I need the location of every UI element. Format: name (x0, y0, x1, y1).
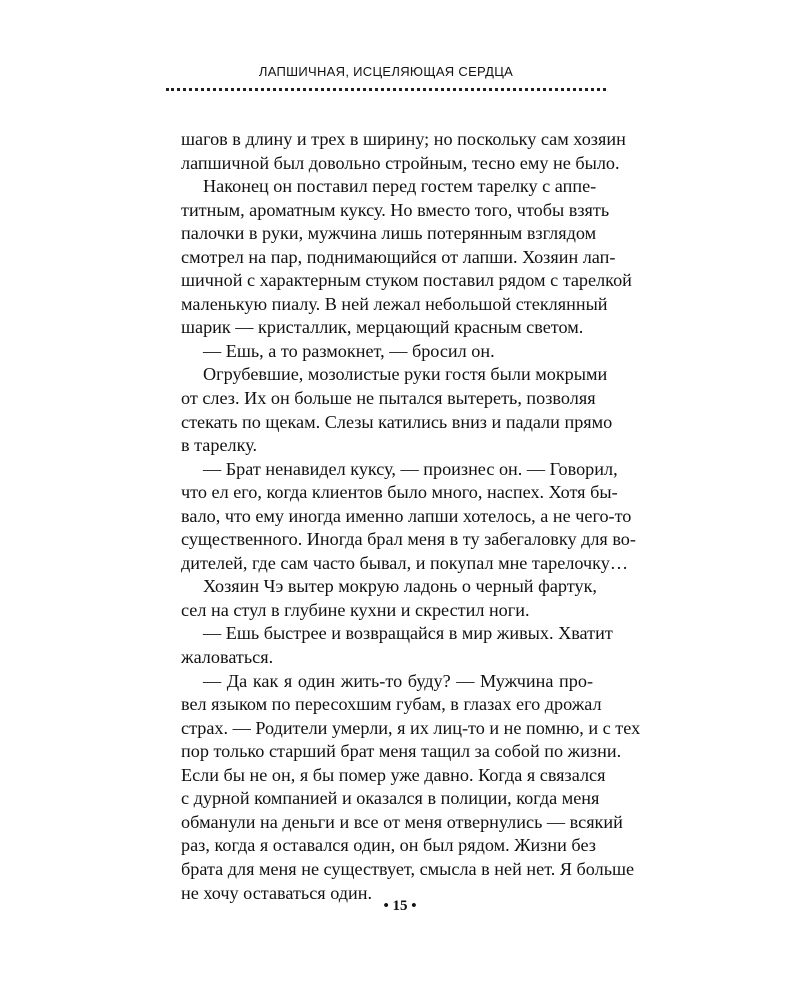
text-line: в тарелку. (181, 435, 258, 456)
text-line: с дурной компанией и оказался в полиции, когда меня (181, 788, 600, 809)
page-body (181, 128, 641, 905)
text-line: — Ешь, а то размокнет, — бросил он. (203, 340, 495, 361)
text-line: обманули на деньги и все от меня отвернулись — всякий (181, 811, 623, 832)
page-number: • 15 • (383, 898, 417, 914)
text-line: пор только старший брат меня тащил за собой по жизни. (181, 741, 622, 762)
text-line: Огрубевшие, мозолистые руки гостя были мокрыми (203, 364, 608, 385)
text-line: жаловаться. (181, 647, 274, 668)
text-line: вало, что ему иногда именно лапши хотелось, а не чего-то (181, 505, 632, 526)
text-line: — Да как я один жить-то буду? — Мужчина про- (203, 670, 593, 691)
text-line: что ел его, когда клиентов было много, наспех. Хотя бы- (181, 482, 618, 503)
text-line: маленькую пиалу. В ней лежал небольшой стеклянный (181, 293, 608, 314)
text-line: страх. — Родители умерли, я их лиц-то и не помню, и с тех (181, 717, 641, 738)
text-line: Хозяин Чэ вытер мокрую ладонь о черный фартук, (203, 576, 597, 597)
text-line: смотрел на пар, поднимающийся от лапши. Хозяин лап- (181, 246, 616, 267)
text-line: шагов в длину и трех в ширину; но поскольку сам хозяин (181, 129, 626, 149)
text-line: Если бы не он, я бы помер уже давно. Когда я связался (181, 764, 606, 785)
text-line: палочки в руки, мужчина лишь потерянным взглядом (181, 223, 597, 244)
text-line: сел на стул в глубине кухни и скрестил ноги. (181, 599, 530, 620)
header-dotted-rule (166, 88, 606, 91)
text-line: Наконец он поставил перед гостем тарелку с аппе- (203, 176, 597, 197)
text-line: не хочу оставаться один. (181, 882, 373, 903)
running-title: ЛАПШИЧНАЯ, ИСЦЕЛЯЮЩАЯ СЕРДЦА (258, 64, 514, 79)
text-line: от слез. Их он больше не пытался вытереть, позволяя (181, 388, 596, 409)
text-line: дителей, где сам часто бывал, и покупал мне тарелочку… (181, 552, 629, 573)
text-line: существенного. Иногда брал меня в ту забегаловку для во- (181, 529, 636, 550)
text-line: шичной с характерным стуком поставил рядом с тарелкой (181, 270, 632, 291)
text-line: шарик — кристаллик, мерцающий красным светом. (181, 317, 584, 338)
text-line: — Ешь быстрее и возвращайся в мир живых. Хватит (203, 623, 613, 644)
text-line: лапшичной был довольно стройным, тесно ему не было. (181, 152, 620, 173)
text-line: титным, ароматным куксу. Но вместо того, чтобы взять (181, 199, 610, 220)
text-line: брата для меня не существует, смысла в ней нет. Я больше (181, 858, 635, 879)
text-line: стекать по щекам. Слезы катились вниз и падали прямо (181, 411, 613, 432)
text-line: — Брат ненавидел куксу, — произнес он. — Говорил, (203, 458, 618, 479)
text-line: раз, когда я оставался один, он был рядом. Жизни без (181, 835, 596, 856)
text-line: вел языком по пересохшим губам, в глазах его дрожал (181, 694, 602, 715)
